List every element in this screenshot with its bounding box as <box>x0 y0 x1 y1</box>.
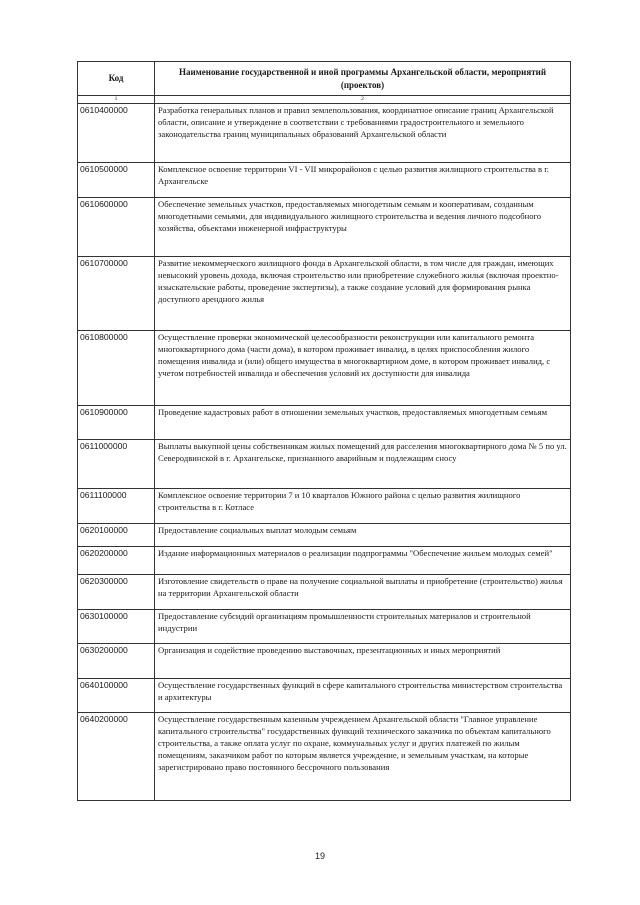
row-text: Организация и содействие проведению выставочных, презентационных и иных мероприятий <box>155 644 571 679</box>
row-text: Изготовление свидетельств о праве на получение социальной выплаты и приобретение (строительство) жилья на территории Архангельской области <box>155 575 571 610</box>
row-code: 0610500000 <box>78 163 155 198</box>
table-row <box>78 644 571 679</box>
page-number: 19 <box>314 851 325 861</box>
table-row <box>78 406 571 440</box>
column-number-1: 1 <box>78 96 155 104</box>
row-text: Комплексное освоение территории VI - VII микрорайонов с целью развития жилищного строительства в г. Архангельске <box>155 163 571 198</box>
row-code: 0630200000 <box>78 644 155 679</box>
row-text: Комплексное освоение территории 7 и 10 кварталов Южного района с целью развития жилищного строительства в г. Котласе <box>155 489 571 524</box>
table-row <box>78 163 571 198</box>
row-text: Выплаты выкупной цены собственникам жилых помещений для расселения многоквартирного дома № 5 по ул. Северодвинской в г. Архангельске, признанного аварийным и подлежащим сносу <box>155 440 571 489</box>
column-number-row <box>78 96 571 104</box>
row-text: Предоставление социальных выплат молодым семьям <box>155 524 571 547</box>
row-code: 0620200000 <box>78 547 155 575</box>
table-row <box>78 524 571 547</box>
header-code: Код <box>78 62 155 96</box>
row-text: Осуществление государственным казенным учреждением Архангельской области "Главное управление капитального строительства" государственных функций технического заказчика по объектам капитального строительства, а также оплата услуг по охране, коммунальных услуг и других платежей по жилым помещениям, заказчиком работ по которым является учреждение, и земельным участкам, на которые зарегистрировано право постоянного бессрочного пользования <box>155 713 571 801</box>
table-row <box>78 713 571 801</box>
table-row <box>78 198 571 257</box>
table-row <box>78 440 571 489</box>
table-row <box>78 489 571 524</box>
row-code: 0610600000 <box>78 198 155 257</box>
row-code: 0610800000 <box>78 331 155 406</box>
row-code: 0640100000 <box>78 679 155 713</box>
row-code: 0640200000 <box>78 713 155 801</box>
row-code: 0611100000 <box>78 489 155 524</box>
row-code: 0610400000 <box>78 104 155 163</box>
row-text: Предоставление субсидий организациям промышленности строительных материалов и строительной индустрии <box>155 610 571 644</box>
table-row <box>78 610 571 644</box>
row-text: Развитие некоммерческого жилищного фонда в Архангельской области, в том числе для граждан, имеющих невысокий уровень дохода, включая строительство или приобретение служебного жилья (включая проектно-изыскательские работы, проведение экспертизы), а также создание условий для формирования рынка доступного арендного жилья <box>155 257 571 331</box>
row-code: 0610700000 <box>78 257 155 331</box>
row-text: Осуществление государственных функций в сфере капитального строительства министерством строительства и архитектуры <box>155 679 571 713</box>
table-header-row <box>78 62 571 96</box>
row-code: 0611000000 <box>78 440 155 489</box>
row-text: Осуществление проверки экономической целесообразности реконструкции или капитального ремонта многоквартирного дома (части дома), в котором проживает инвалид, в целях приспособления жилого помещения инвалида и (или) общего имущества в многоквартирном доме, в котором проживает инвалид, с учетом потребностей инвалида и обеспечения условий их доступности для инвалида <box>155 331 571 406</box>
table-row <box>78 575 571 610</box>
table-row <box>78 257 571 331</box>
row-code: 0620300000 <box>78 575 155 610</box>
program-table <box>77 61 571 801</box>
row-text: Проведение кадастровых работ в отношении земельных участков, предоставляемых многодетным семьям <box>155 406 571 440</box>
row-code: 0630100000 <box>78 610 155 644</box>
row-code: 0610900000 <box>78 406 155 440</box>
column-number-2: 2 <box>155 96 571 104</box>
row-text: Разработка генеральных планов и правил землепользования, координатное описание границ Архангельской области, описание и утверждение в соответствии с требованиями градостроительного и земельного законодательства границ муниципальных образований Архангельской области <box>155 104 571 163</box>
row-text: Издание информационных материалов о реализации подпрограммы "Обеспечение жильем молодых семей" <box>155 547 571 575</box>
header-name: Наименование государственной и иной программы Архангельской области, мероприятий (проектов) <box>155 62 571 96</box>
table-row <box>78 331 571 406</box>
table-row <box>78 679 571 713</box>
table-row <box>78 104 571 163</box>
row-code: 0620100000 <box>78 524 155 547</box>
table-row <box>78 547 571 575</box>
row-text: Обеспечение земельных участков, предоставляемых многодетным семьям и кооперативам, созданным многодетными семьями, для индивидуального жилищного строительства и ведения личного подсобного хозяйства, объектами инженерной инфраструктуры <box>155 198 571 257</box>
